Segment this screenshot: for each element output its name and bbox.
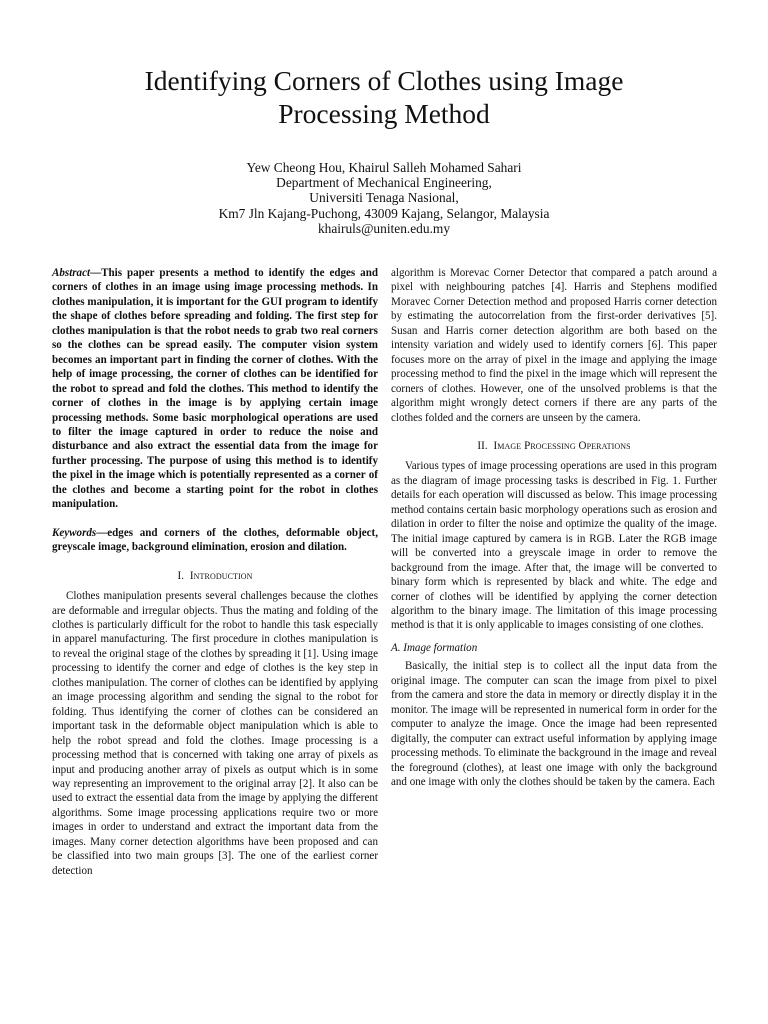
author-email[interactable]: khairuls@uniten.edu.my — [317, 220, 451, 236]
author-department: Department of Mechanical Engineering, — [276, 175, 492, 191]
author-address: Km7 Jln Kajang-Puchong, 43009 Kajang, Selangor, Malaysia — [218, 205, 550, 221]
abstract — [52, 266, 378, 512]
title-line-2: Processing Method — [278, 98, 490, 129]
image-processing-paragraph: Various types of image processing operations are used in this program as the diagram of image processing tasks is described in Fig. 1. Further details for each operation will discussed as below. This image processing method contains certain basic morphology operations such as erosion and dilation in order to filter the noise and optimize the quality of the image. The initial image captured by camera is in RGB. Later the RGB image will be converted into a greyscale image in order to remove the background from the image. After that, the image will be converted to binary form which is represented by black and white. The edge and corner of clothes will be identified by applying the corner detection algorithm to the binary image. The limitation of this image processing method is that it is only applicable to images consisting of one clothes. — [391, 460, 717, 632]
section-heading-image-processing — [391, 439, 717, 453]
section-heading-introduction — [52, 569, 378, 583]
keywords — [52, 526, 378, 555]
title-line-1: Identifying Corners of Clothes using Image — [144, 65, 624, 96]
right-column — [391, 266, 717, 789]
abstract-label: Abstract — [52, 267, 91, 279]
keywords-text: —edges and corners of the clothes, deformable object, greyscale image, background elimination, erosion and dilation. — [52, 526, 378, 554]
author-block — [80, 160, 688, 236]
image-formation-paragraph: Basically, the initial step is to collect all the input data from the original image. The computer can scan the image from pixel to pixel from the camera and store the data in memory or directly display it in the monitor. The image will be represented in numerical form in order for the computer to analyze the image. Once the image had been represented digitally, the computer can extract useful information by applying image processing methods. To eliminate the background in the image and reveal the foreground (clothes), at least one image with only the background and one image with only the clothes should be taken by the camera. Each — [391, 660, 717, 788]
section-number: II. — [477, 439, 488, 452]
author-university: Universiti Tenaga Nasional, — [309, 190, 459, 206]
subsection-heading-image-formation: A. Image formation — [391, 641, 478, 654]
keywords-label: Keywords — [52, 526, 97, 539]
abstract-text: —This paper presents a method to identify the edges and corners of clothes in an image using image processing methods. In clothes manipulation, it is important for the GUI program to identify the shape of clothes before spreading and folding. The first step for clothes manipulation is that the robot needs to grab two real corners so the clothes can be spread easily. The computer vision system becomes an important part in finding the corner of clothes. With the help of image processing, the corner of clothes can be identified for the robot to spread and fold the clothes. This method to identify the corner of clothes in the image is by applying certain image processing methods. Some basic morphological operations are used to filter the image captured in order to reduce the noise and disturbance and also extract the essential data from the image for further processing. The purpose of using this method is to identify the pixel in the image which is potentially represented as a corner of the clothes and become a starting point for the robot in clothes manipulation. — [52, 267, 378, 511]
introduction-paragraph: Clothes manipulation presents several challenges because the clothes are deformable and irregular objects. Thus the mating and folding of the clothes is particularly difficult for the robot to handle this task especially in apparel manufacturing. The first procedure in clothes manipulation is to reveal the original stage of the clothes by spreading it [1]. Using image processing to identify the corner and edge of clothes is the key step in clothes manipulation. The corner of clothes can be identified by applying an image processing algorithm and sending the signal to the robot for folding. Thus identifying the corner of clothes can be considered an important task in the deformable object manipulation which is able to help the robot spread and fold the clothes. Image processing is a processing method that is concerned with taking one array of pixels as input and producing another array of pixels as output which is in some way representing an improvement to the original array [2]. It also can be used to extract the essential data from the image by applying the different algorithms. Some image processing applications require two or more images in order to understand and extract the important data from the images. Many corner detection algorithms have been proposed and can be classified into two main groups [3]. The one of the earliest corner detection — [52, 590, 378, 877]
author-names: Yew Cheong Hou, Khairul Salleh Mohamed Sahari — [246, 160, 522, 175]
section-title: Introduction — [189, 569, 253, 582]
paper-title — [40, 64, 728, 130]
section-number: I. — [177, 569, 185, 582]
left-column — [52, 266, 378, 878]
introduction-continued-paragraph: algorithm is Morevac Corner Detector that compared a patch around a pixel with neighbouring patches [4]. Harris and Stephens modified Moravec Corner Detection method and proposed Harris corner detection by estimating the autocorrelation from the first-order derivatives [5]. Susan and Harris corner detection algorithm are both based on the intensity variation and widely used to identify corners [6]. This paper focuses more on the array of pixel in the image and applying the image processing method to find the pixel in the image which will represent the corners of clothes. However, one of the unsolved problems is that the algorithm might wrongly detect corners if there are any parts of the clothes folded and the corners are unseen by the camera. — [391, 267, 717, 424]
section-title: Image Processing Operations — [493, 439, 631, 452]
